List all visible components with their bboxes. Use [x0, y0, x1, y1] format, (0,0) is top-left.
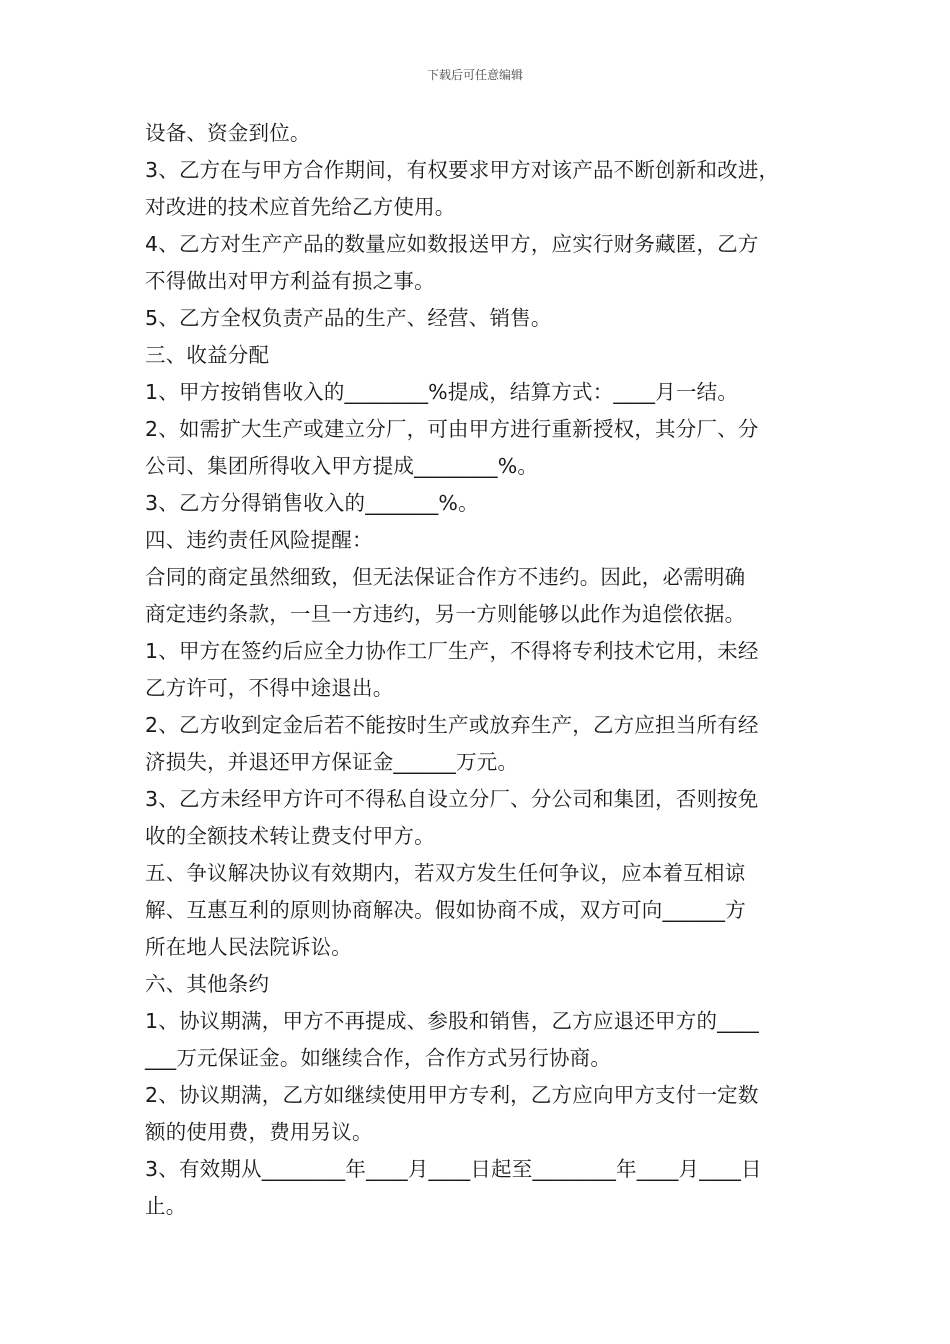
text-line: 3、乙方分得销售收入的_______%。 [145, 491, 479, 515]
text-line: ___万元保证金。如继续合作，合作方式另行协商。 [145, 1046, 612, 1070]
text-line: 止。 [145, 1194, 187, 1218]
text-line: 3、乙方在与甲方合作期间，有权要求甲方对该产品不断创新和改进， [145, 158, 780, 182]
text-line: 3、乙方未经甲方许可不得私自设立分厂、分公司和集团，否则按免 [145, 787, 759, 811]
text-line: 乙方许可，不得中途退出。 [145, 676, 394, 700]
section-heading: 四、违约责任风险提醒： [145, 528, 373, 552]
text-line: 1、协议期满，甲方不再提成、参股和销售，乙方应退还甲方的____ [145, 1009, 759, 1033]
text-line: 2、协议期满，乙方如继续使用甲方专利，乙方应向甲方支付一定数 [145, 1083, 759, 1107]
text-line: 收的全额技术转让费支付甲方。 [145, 824, 435, 848]
text-line: 济损失，并退还甲方保证金______万元。 [145, 750, 519, 774]
text-line: 对改进的技术应首先给乙方使用。 [145, 195, 456, 219]
text-line: 所在地人民法院诉讼。 [145, 935, 352, 959]
text-line: 4、乙方对生产产品的数量应如数报送甲方，应实行财务藏匿，乙方 [145, 232, 759, 256]
text-line: 2、如需扩大生产或建立分厂，可由甲方进行重新授权，其分厂、分 [145, 417, 759, 441]
text-line: 5、乙方全权负责产品的生产、经营、销售。 [145, 306, 552, 330]
text-line: 解、互惠互利的原则协商解决。假如协商不成，双方可向______方 [145, 898, 746, 922]
text-line: 不得做出对甲方利益有损之事。 [145, 269, 435, 293]
text-line: 1、甲方在签约后应全力协作工厂生产，不得将专利技术它用，未经 [145, 639, 759, 663]
document-body [145, 115, 820, 1225]
text-line: 设备、资金到位。 [145, 121, 311, 145]
text-line: 合同的商定虽然细致，但无法保证合作方不违约。因此，必需明确 [145, 565, 746, 589]
section-heading: 五、争议解决协议有效期内，若双方发生任何争议，应本着互相谅 [145, 861, 746, 885]
text-line: 商定违约条款，一旦一方违约，另一方则能够以此作为追偿依据。 [145, 602, 746, 626]
section-heading: 三、收益分配 [145, 343, 270, 367]
section-heading: 六、其他条约 [145, 972, 270, 996]
text-line: 额的使用费，费用另议。 [145, 1120, 373, 1144]
text-line: 2、乙方收到定金后若不能按时生产或放弃生产，乙方应担当所有经 [145, 713, 759, 737]
text-line: 3、有效期从________年____月____日起至________年____月____日 [145, 1157, 762, 1181]
text-line: 公司、集团所得收入甲方提成________%。 [145, 454, 539, 478]
page-header: 下载后可任意编辑 [426, 68, 523, 82]
text-line: 1、甲方按销售收入的________%提成，结算方式：____月一结。 [145, 380, 739, 404]
